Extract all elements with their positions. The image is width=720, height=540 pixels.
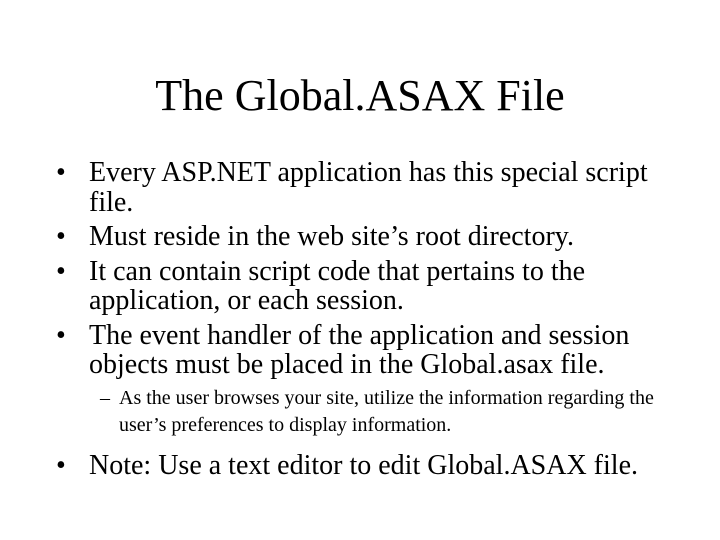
bullet-marker: • [56, 255, 66, 287]
bullet-text: The event handler of the application and session objects must be placed in the Global.asax file. [89, 319, 630, 380]
bullet-text: Must reside in the web site’s root directory. [89, 221, 574, 252]
bullet-item [56, 257, 676, 316]
bullet-list [56, 158, 676, 485]
sub-bullet-item [100, 385, 676, 439]
bullet-item [56, 451, 676, 481]
bullet-marker: • [56, 319, 66, 351]
sub-bullet-marker: – [100, 386, 110, 409]
bullet-marker: • [56, 449, 66, 481]
bullet-marker: • [56, 157, 66, 188]
slide-title: The Global.ASAX File [155, 71, 565, 120]
bullet-text: It can contain script code that pertains to the application, or each session. [89, 255, 586, 316]
bullet-item [56, 158, 676, 217]
bullet-item [56, 321, 676, 380]
bullet-text: Every ASP.NET application has this special script file. [89, 157, 648, 218]
bullet-marker: • [56, 221, 66, 252]
sub-bullet-text: As the user browses your site, utilize the information regarding the user’s preferences to display information. [119, 386, 654, 436]
bullet-text: Note: Use a text editor to edit Global.ASAX file. [89, 449, 638, 481]
bullet-item [56, 222, 676, 252]
